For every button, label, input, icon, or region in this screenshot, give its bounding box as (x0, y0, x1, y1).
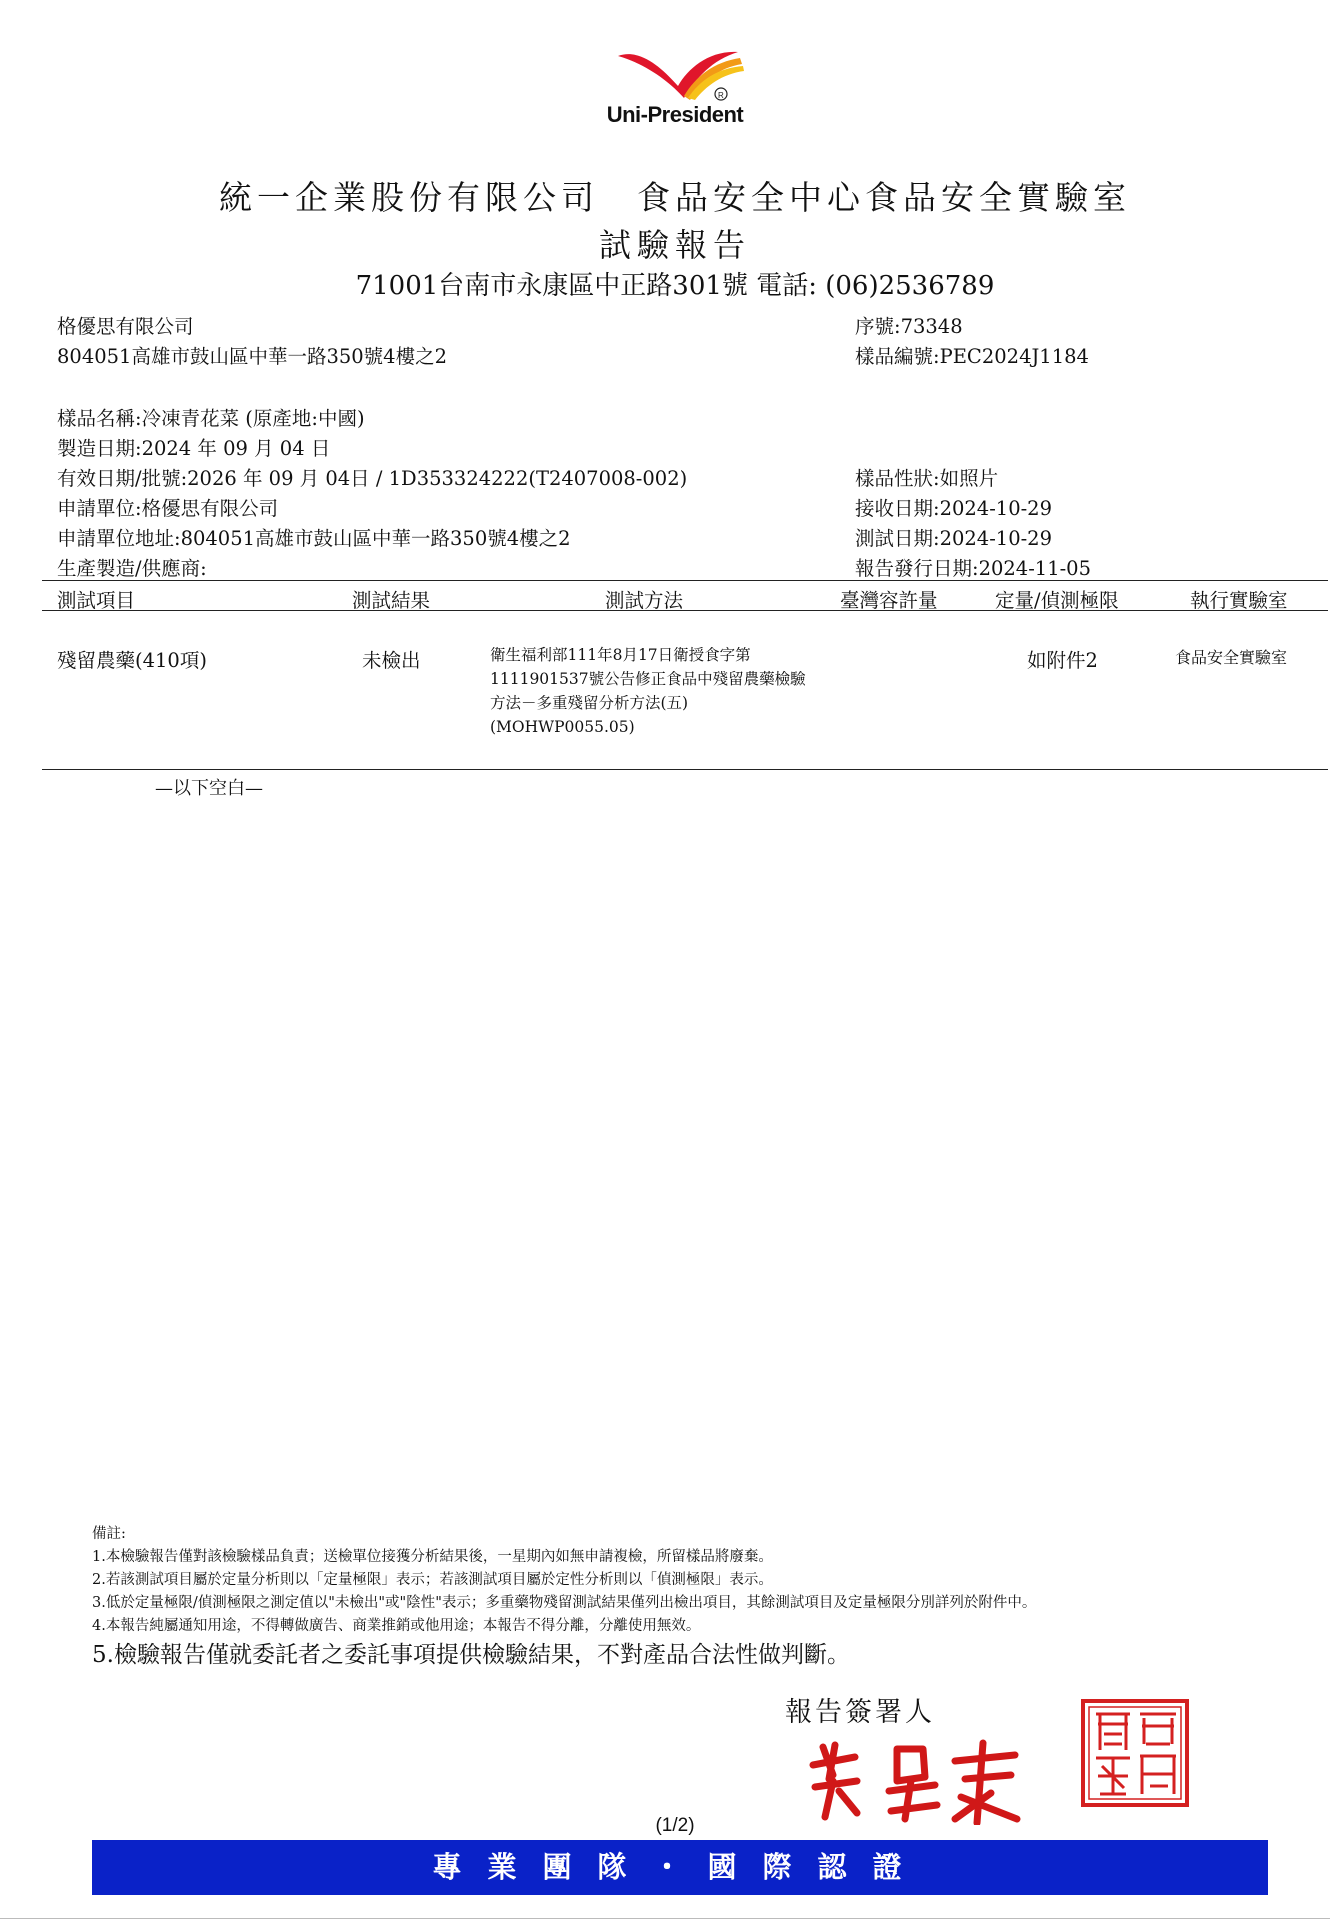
sample-state: 樣品性狀:如照片 (855, 467, 999, 490)
expiry-batch: 有效日期/批號:2026 年 09 月 04日 / 1D353324222(T2407008-002) (57, 467, 688, 490)
report-title: 試驗報告 (598, 226, 751, 264)
signer-label: 報告簽署人 (785, 1697, 935, 1728)
note-item-2: 2.若該測試項目屬於定量分析則以「定量極限」表示；若該測試項目屬於定性分析則以「偵測極限」表示。 (92, 1572, 773, 1588)
note-item-3: 3.低於定量極限/偵測極限之測定值以"未檢出"或"陰性"表示；多重藥物殘留測試結果僅列出檢出項目，其餘測試項目及定量極限分別詳列於附件中。 (92, 1595, 1037, 1611)
received-date: 接收日期:2024-10-29 (855, 497, 1052, 520)
manufacturer: 生產製造/供應商: (57, 557, 207, 580)
issue-date: 報告發行日期:2024-11-05 (855, 557, 1091, 580)
logo-text: Uni-President (606, 102, 744, 127)
row-lab: 食品安全實驗室 (1175, 648, 1288, 667)
col-header-item: 測試項目 (57, 589, 136, 612)
applicant-address: 申請單位地址:804051高雄市鼓山區中華一路350號4樓之2 (57, 527, 571, 550)
sample-number: 樣品編號:PEC2024J1184 (855, 345, 1089, 368)
seal-icon (1080, 1698, 1190, 1808)
svg-text:R: R (718, 91, 724, 100)
page-number: (1/2) (655, 1815, 695, 1836)
applicant: 申請單位:格優思有限公司 (57, 497, 279, 520)
notes-heading: 備註: (92, 1526, 126, 1542)
row-test-item: 殘留農藥(410項) (57, 649, 207, 672)
note-item-1: 1.本檢驗報告僅對該檢驗樣品負責；送檢單位接獲分析結果後，一星期內如無申請複檢，所留樣品將廢棄。 (92, 1549, 773, 1565)
col-header-tolerance: 臺灣容許量 (840, 589, 938, 612)
serial-number: 序號:73348 (855, 315, 963, 338)
lab-name: 統一企業股份有限公司 食品安全中心食品安全實驗室 (219, 178, 1131, 217)
sample-name: 樣品名稱:冷凍青花菜 (原產地:中國) (57, 407, 365, 430)
page-edge-line (0, 1918, 1330, 1919)
manufacture-date: 製造日期:2024 年 09 月 04 日 (57, 437, 331, 460)
note-item-5: 5.檢驗報告僅就委託者之委託事項提供檢驗結果，不對產品合法性做判斷。 (92, 1642, 850, 1668)
lab-seal-stamp (1080, 1698, 1190, 1808)
row-test-result: 未檢出 (362, 649, 421, 672)
uni-president-logo (600, 38, 750, 138)
col-header-method: 測試方法 (605, 589, 684, 612)
lab-address-phone: 71001台南市永康區中正路301號 電話: (06)2536789 (355, 271, 995, 301)
col-header-limit: 定量/偵測極限 (995, 589, 1119, 612)
table-top-rule (42, 580, 1328, 581)
col-header-result: 測試結果 (352, 589, 431, 612)
footer-banner (92, 1840, 1268, 1895)
row-test-method: 衛生福利部111年8月17日衛授食字第1111901537號公告修正食品中殘留農藥檢驗方法－多重殘留分析方法(五)(MOHWP0055.05) (490, 646, 806, 736)
banner-text: 專業團隊・國際認證 (432, 1850, 928, 1884)
table-header-rule (42, 610, 1328, 611)
bird-logo-icon (600, 38, 750, 108)
row-limit: 如附件2 (1027, 649, 1098, 672)
client-address: 804051高雄市鼓山區中華一路350號4樓之2 (57, 345, 447, 368)
table-bottom-rule (42, 769, 1328, 770)
col-header-lab: 執行實驗室 (1190, 589, 1288, 612)
test-date: 測試日期:2024-10-29 (855, 527, 1052, 550)
handwritten-signature (805, 1735, 1025, 1825)
client-name: 格優思有限公司 (57, 315, 194, 338)
note-item-4: 4.本報告純屬通知用途，不得轉做廣告、商業推銷或他用途；本報告不得分離，分離使用無效。 (92, 1618, 701, 1634)
blank-marker: —以下空白— (155, 778, 263, 799)
